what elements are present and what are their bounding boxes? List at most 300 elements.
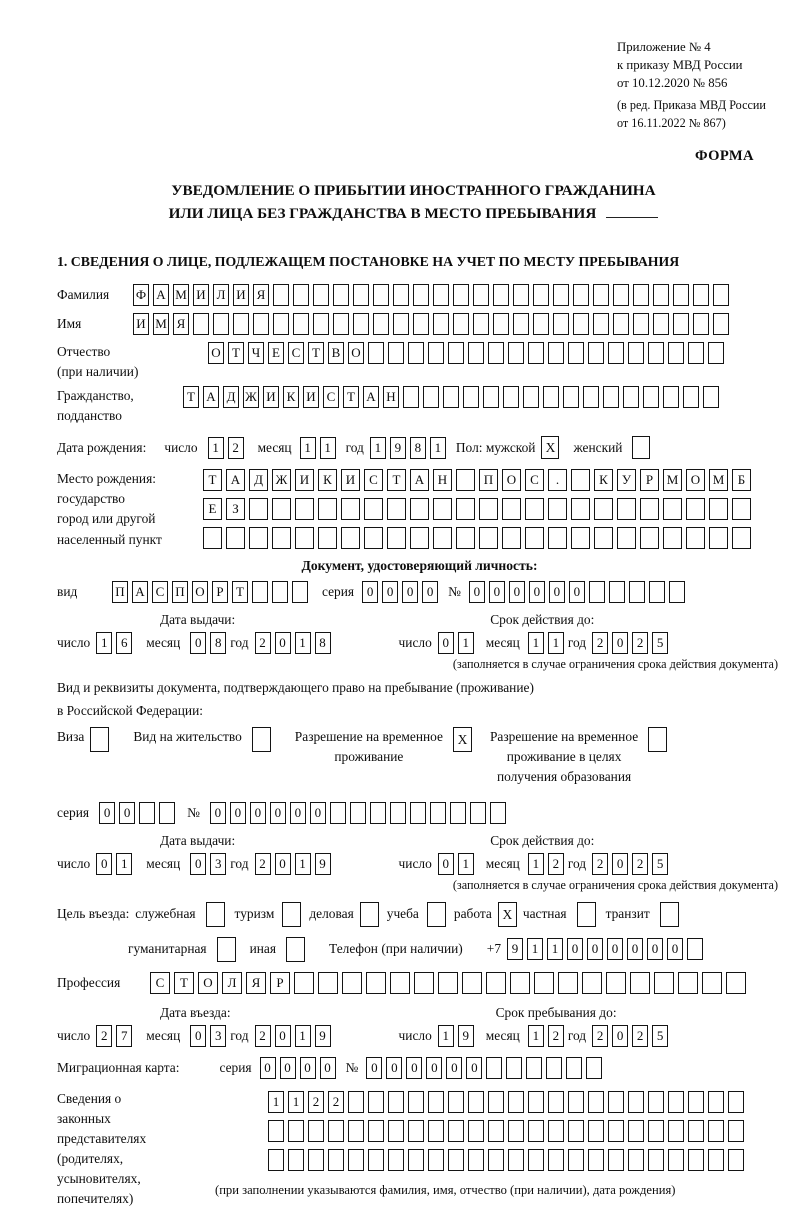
form-cell[interactable]: [588, 342, 604, 364]
form-cell[interactable]: [342, 972, 362, 994]
form-cell[interactable]: 2: [255, 853, 271, 875]
form-cell[interactable]: 1: [430, 437, 446, 459]
form-cell[interactable]: [653, 284, 669, 306]
form-cell[interactable]: К: [594, 469, 613, 491]
form-cell[interactable]: [708, 1149, 724, 1171]
form-cell[interactable]: 0: [290, 802, 306, 824]
form-cell[interactable]: [686, 498, 705, 520]
form-cell[interactable]: Л: [222, 972, 242, 994]
form-cell[interactable]: С: [364, 469, 383, 491]
form-cell[interactable]: [594, 527, 613, 549]
form-cell[interactable]: [388, 342, 404, 364]
form-cell[interactable]: [533, 284, 549, 306]
form-cell[interactable]: [668, 1091, 684, 1113]
purpose-work-checkbox[interactable]: X: [498, 902, 517, 927]
form-cell[interactable]: [294, 972, 314, 994]
form-cell[interactable]: [613, 284, 629, 306]
form-cell[interactable]: 0: [438, 853, 454, 875]
form-cell[interactable]: 8: [315, 632, 331, 654]
form-cell[interactable]: [473, 313, 489, 335]
form-cell[interactable]: Т: [203, 469, 222, 491]
form-cell[interactable]: [348, 1149, 364, 1171]
form-cell[interactable]: И: [295, 469, 314, 491]
form-cell[interactable]: 5: [652, 853, 668, 875]
form-cell[interactable]: [493, 313, 509, 335]
form-cell[interactable]: [368, 342, 384, 364]
form-cell[interactable]: [728, 1120, 744, 1142]
form-cell[interactable]: [341, 498, 360, 520]
form-cell[interactable]: [433, 313, 449, 335]
form-cell[interactable]: [293, 313, 309, 335]
form-cell[interactable]: [193, 313, 209, 335]
form-cell[interactable]: [308, 1149, 324, 1171]
form-cell[interactable]: 9: [315, 853, 331, 875]
form-cell[interactable]: Н: [383, 386, 399, 408]
form-cell[interactable]: 1: [458, 632, 474, 654]
form-cell[interactable]: [553, 313, 569, 335]
form-cell[interactable]: [633, 313, 649, 335]
form-cell[interactable]: [623, 386, 639, 408]
form-cell[interactable]: 0: [362, 581, 378, 603]
form-cell[interactable]: 0: [667, 938, 683, 960]
form-cell[interactable]: Ж: [243, 386, 259, 408]
form-cell[interactable]: 1: [528, 1025, 544, 1047]
form-cell[interactable]: [548, 1120, 564, 1142]
form-cell[interactable]: [272, 527, 291, 549]
form-cell[interactable]: [533, 313, 549, 335]
form-cell[interactable]: Л: [213, 284, 229, 306]
form-cell[interactable]: [483, 386, 499, 408]
form-cell[interactable]: [364, 498, 383, 520]
form-cell[interactable]: 0: [426, 1057, 442, 1079]
form-cell[interactable]: 0: [587, 938, 603, 960]
form-cell[interactable]: [608, 1091, 624, 1113]
form-cell[interactable]: О: [198, 972, 218, 994]
form-cell[interactable]: [513, 284, 529, 306]
form-cell[interactable]: 3: [210, 853, 226, 875]
form-cell[interactable]: [630, 972, 650, 994]
form-cell[interactable]: А: [153, 284, 169, 306]
form-cell[interactable]: [726, 972, 746, 994]
form-cell[interactable]: О: [686, 469, 705, 491]
form-cell[interactable]: [486, 1057, 502, 1079]
form-cell[interactable]: 1: [295, 853, 311, 875]
form-cell[interactable]: 0: [275, 1025, 291, 1047]
form-cell[interactable]: [388, 1149, 404, 1171]
form-cell[interactable]: [508, 1091, 524, 1113]
form-cell[interactable]: 0: [99, 802, 115, 824]
form-cell[interactable]: [366, 972, 386, 994]
form-cell[interactable]: [528, 1120, 544, 1142]
form-cell[interactable]: [648, 1091, 664, 1113]
form-cell[interactable]: Е: [203, 498, 222, 520]
form-cell[interactable]: [568, 342, 584, 364]
form-cell[interactable]: [654, 972, 674, 994]
form-cell[interactable]: [608, 1149, 624, 1171]
form-cell[interactable]: Ф: [133, 284, 149, 306]
form-cell[interactable]: П: [112, 581, 128, 603]
form-cell[interactable]: О: [208, 342, 224, 364]
form-cell[interactable]: [456, 527, 475, 549]
form-cell[interactable]: 0: [230, 802, 246, 824]
form-cell[interactable]: С: [323, 386, 339, 408]
form-cell[interactable]: [288, 1149, 304, 1171]
form-cell[interactable]: [348, 1120, 364, 1142]
form-cell[interactable]: 1: [268, 1091, 284, 1113]
form-cell[interactable]: Е: [268, 342, 284, 364]
form-cell[interactable]: 0: [250, 802, 266, 824]
form-cell[interactable]: 0: [612, 853, 628, 875]
form-cell[interactable]: 9: [507, 938, 523, 960]
form-cell[interactable]: 2: [308, 1091, 324, 1113]
form-cell[interactable]: [373, 284, 389, 306]
form-cell[interactable]: 1: [528, 853, 544, 875]
form-cell[interactable]: [448, 1149, 464, 1171]
form-cell[interactable]: [688, 1149, 704, 1171]
form-cell[interactable]: [543, 386, 559, 408]
form-cell[interactable]: [388, 1091, 404, 1113]
form-cell[interactable]: 0: [438, 632, 454, 654]
form-cell[interactable]: 0: [190, 853, 206, 875]
form-cell[interactable]: [348, 1091, 364, 1113]
form-cell[interactable]: Ж: [272, 469, 291, 491]
form-cell[interactable]: [159, 802, 175, 824]
form-cell[interactable]: 1: [548, 632, 564, 654]
form-cell[interactable]: Р: [270, 972, 290, 994]
form-cell[interactable]: 0: [210, 802, 226, 824]
form-cell[interactable]: 0: [529, 581, 545, 603]
form-cell[interactable]: 2: [96, 1025, 112, 1047]
form-cell[interactable]: [633, 284, 649, 306]
form-cell[interactable]: [732, 527, 751, 549]
form-cell[interactable]: 0: [466, 1057, 482, 1079]
form-cell[interactable]: [373, 313, 389, 335]
form-cell[interactable]: [503, 386, 519, 408]
form-cell[interactable]: [708, 342, 724, 364]
form-cell[interactable]: [663, 386, 679, 408]
form-cell[interactable]: [653, 313, 669, 335]
form-cell[interactable]: [308, 1120, 324, 1142]
form-cell[interactable]: 0: [612, 632, 628, 654]
form-cell[interactable]: [430, 802, 446, 824]
form-cell[interactable]: [468, 1091, 484, 1113]
form-cell[interactable]: [628, 342, 644, 364]
form-cell[interactable]: Д: [249, 469, 268, 491]
form-cell[interactable]: 2: [255, 1025, 271, 1047]
form-cell[interactable]: 6: [116, 632, 132, 654]
form-cell[interactable]: [589, 581, 605, 603]
form-cell[interactable]: [390, 802, 406, 824]
form-cell[interactable]: [648, 342, 664, 364]
form-cell[interactable]: В: [328, 342, 344, 364]
form-cell[interactable]: 9: [390, 437, 406, 459]
form-cell[interactable]: [548, 342, 564, 364]
form-cell[interactable]: [728, 1091, 744, 1113]
form-cell[interactable]: 2: [632, 1025, 648, 1047]
form-cell[interactable]: 2: [632, 853, 648, 875]
form-cell[interactable]: [443, 386, 459, 408]
form-cell[interactable]: [508, 342, 524, 364]
form-cell[interactable]: [456, 498, 475, 520]
form-cell[interactable]: 0: [402, 581, 418, 603]
form-cell[interactable]: [473, 284, 489, 306]
form-cell[interactable]: [678, 972, 698, 994]
form-cell[interactable]: 2: [592, 853, 608, 875]
form-cell[interactable]: [708, 1120, 724, 1142]
form-cell[interactable]: 0: [96, 853, 112, 875]
form-cell[interactable]: [713, 284, 729, 306]
sex-male-checkbox[interactable]: X: [541, 436, 559, 459]
form-cell[interactable]: [428, 1149, 444, 1171]
form-cell[interactable]: [668, 1120, 684, 1142]
form-cell[interactable]: [502, 527, 521, 549]
form-cell[interactable]: З: [226, 498, 245, 520]
form-cell[interactable]: Т: [232, 581, 248, 603]
form-cell[interactable]: [583, 386, 599, 408]
form-cell[interactable]: [353, 284, 369, 306]
form-cell[interactable]: Т: [343, 386, 359, 408]
form-cell[interactable]: [648, 1149, 664, 1171]
form-cell[interactable]: 2: [328, 1091, 344, 1113]
residence-permit-checkbox[interactable]: [252, 727, 271, 752]
form-cell[interactable]: [268, 1149, 284, 1171]
form-cell[interactable]: И: [263, 386, 279, 408]
form-cell[interactable]: Н: [433, 469, 452, 491]
form-cell[interactable]: [528, 342, 544, 364]
form-cell[interactable]: [318, 972, 338, 994]
form-cell[interactable]: С: [152, 581, 168, 603]
form-cell[interactable]: Т: [228, 342, 244, 364]
form-cell[interactable]: П: [172, 581, 188, 603]
form-cell[interactable]: Я: [246, 972, 266, 994]
form-cell[interactable]: 0: [275, 853, 291, 875]
form-cell[interactable]: [448, 1120, 464, 1142]
form-cell[interactable]: [510, 972, 530, 994]
form-cell[interactable]: А: [203, 386, 219, 408]
form-cell[interactable]: [453, 284, 469, 306]
form-cell[interactable]: [508, 1149, 524, 1171]
form-cell[interactable]: 5: [652, 632, 668, 654]
form-cell[interactable]: [413, 313, 429, 335]
form-cell[interactable]: [608, 1120, 624, 1142]
form-cell[interactable]: 0: [119, 802, 135, 824]
form-cell[interactable]: [408, 1149, 424, 1171]
form-cell[interactable]: А: [132, 581, 148, 603]
form-cell[interactable]: [703, 386, 719, 408]
form-cell[interactable]: [687, 938, 703, 960]
form-cell[interactable]: [640, 498, 659, 520]
purpose-study-checkbox[interactable]: [427, 902, 446, 927]
form-cell[interactable]: С: [150, 972, 170, 994]
form-cell[interactable]: [273, 284, 289, 306]
form-cell[interactable]: [273, 313, 289, 335]
form-cell[interactable]: [330, 802, 346, 824]
form-cell[interactable]: А: [226, 469, 245, 491]
form-cell[interactable]: [490, 802, 506, 824]
form-cell[interactable]: 1: [458, 853, 474, 875]
form-cell[interactable]: [558, 972, 578, 994]
form-cell[interactable]: [593, 313, 609, 335]
form-cell[interactable]: [468, 1149, 484, 1171]
form-cell[interactable]: [488, 1091, 504, 1113]
form-cell[interactable]: [628, 1149, 644, 1171]
form-cell[interactable]: [423, 386, 439, 408]
form-cell[interactable]: 2: [592, 1025, 608, 1047]
form-cell[interactable]: [663, 498, 682, 520]
form-cell[interactable]: [313, 313, 329, 335]
form-cell[interactable]: 0: [569, 581, 585, 603]
form-cell[interactable]: [709, 527, 728, 549]
form-cell[interactable]: [493, 284, 509, 306]
form-cell[interactable]: [709, 498, 728, 520]
form-cell[interactable]: [249, 498, 268, 520]
form-cell[interactable]: [428, 342, 444, 364]
form-cell[interactable]: 0: [627, 938, 643, 960]
form-cell[interactable]: [272, 498, 291, 520]
form-cell[interactable]: [693, 284, 709, 306]
form-cell[interactable]: [268, 1120, 284, 1142]
form-cell[interactable]: И: [193, 284, 209, 306]
form-cell[interactable]: [582, 972, 602, 994]
form-cell[interactable]: [328, 1120, 344, 1142]
form-cell[interactable]: [528, 1149, 544, 1171]
form-cell[interactable]: 1: [295, 1025, 311, 1047]
form-cell[interactable]: [249, 527, 268, 549]
form-cell[interactable]: 0: [446, 1057, 462, 1079]
purpose-transit-checkbox[interactable]: [660, 902, 679, 927]
form-cell[interactable]: Я: [253, 284, 269, 306]
form-cell[interactable]: 0: [607, 938, 623, 960]
form-cell[interactable]: 2: [228, 437, 244, 459]
form-cell[interactable]: [433, 527, 452, 549]
form-cell[interactable]: [568, 1149, 584, 1171]
purpose-other-checkbox[interactable]: [286, 937, 305, 962]
form-cell[interactable]: И: [233, 284, 249, 306]
form-cell[interactable]: [292, 581, 308, 603]
visa-checkbox[interactable]: [90, 727, 109, 752]
form-cell[interactable]: [525, 498, 544, 520]
form-cell[interactable]: [313, 284, 329, 306]
form-cell[interactable]: [368, 1091, 384, 1113]
form-cell[interactable]: [693, 313, 709, 335]
form-cell[interactable]: У: [617, 469, 636, 491]
form-cell[interactable]: [453, 313, 469, 335]
form-cell[interactable]: 0: [386, 1057, 402, 1079]
form-cell[interactable]: 7: [116, 1025, 132, 1047]
form-cell[interactable]: [573, 284, 589, 306]
form-cell[interactable]: [341, 527, 360, 549]
form-cell[interactable]: [673, 313, 689, 335]
form-cell[interactable]: [450, 802, 466, 824]
form-cell[interactable]: [368, 1120, 384, 1142]
form-cell[interactable]: [428, 1120, 444, 1142]
form-cell[interactable]: [609, 581, 625, 603]
form-cell[interactable]: [408, 1120, 424, 1142]
form-cell[interactable]: [688, 1091, 704, 1113]
form-cell[interactable]: 2: [548, 853, 564, 875]
form-cell[interactable]: [640, 527, 659, 549]
form-cell[interactable]: [588, 1091, 604, 1113]
form-cell[interactable]: [688, 1120, 704, 1142]
form-cell[interactable]: П: [479, 469, 498, 491]
purpose-business-checkbox[interactable]: [206, 902, 225, 927]
form-cell[interactable]: [573, 313, 589, 335]
form-cell[interactable]: [629, 581, 645, 603]
form-cell[interactable]: 0: [275, 632, 291, 654]
form-cell[interactable]: [410, 498, 429, 520]
form-cell[interactable]: [528, 1091, 544, 1113]
form-cell[interactable]: [408, 1091, 424, 1113]
form-cell[interactable]: К: [283, 386, 299, 408]
form-cell[interactable]: [370, 802, 386, 824]
form-cell[interactable]: О: [348, 342, 364, 364]
form-cell[interactable]: [433, 284, 449, 306]
purpose-humanitarian-checkbox[interactable]: [217, 937, 236, 962]
form-cell[interactable]: [508, 1120, 524, 1142]
form-cell[interactable]: [433, 498, 452, 520]
form-cell[interactable]: [628, 1120, 644, 1142]
form-cell[interactable]: 1: [116, 853, 132, 875]
form-cell[interactable]: [203, 527, 222, 549]
form-cell[interactable]: .: [548, 469, 567, 491]
form-cell[interactable]: Т: [183, 386, 199, 408]
form-cell[interactable]: 8: [210, 632, 226, 654]
form-cell[interactable]: 0: [280, 1057, 296, 1079]
form-cell[interactable]: Ч: [248, 342, 264, 364]
form-cell[interactable]: [413, 284, 429, 306]
form-cell[interactable]: М: [173, 284, 189, 306]
form-cell[interactable]: Р: [640, 469, 659, 491]
form-cell[interactable]: 3: [210, 1025, 226, 1047]
form-cell[interactable]: [328, 1149, 344, 1171]
form-cell[interactable]: [252, 581, 268, 603]
form-cell[interactable]: [702, 972, 722, 994]
form-cell[interactable]: [553, 284, 569, 306]
form-cell[interactable]: [606, 972, 626, 994]
form-cell[interactable]: 0: [190, 1025, 206, 1047]
form-cell[interactable]: [272, 581, 288, 603]
form-cell[interactable]: 1: [528, 632, 544, 654]
form-cell[interactable]: 0: [320, 1057, 336, 1079]
form-cell[interactable]: [468, 1120, 484, 1142]
form-cell[interactable]: И: [303, 386, 319, 408]
form-cell[interactable]: А: [410, 469, 429, 491]
form-cell[interactable]: 1: [320, 437, 336, 459]
form-cell[interactable]: [408, 342, 424, 364]
form-cell[interactable]: [548, 1091, 564, 1113]
form-cell[interactable]: [669, 581, 685, 603]
form-cell[interactable]: 0: [310, 802, 326, 824]
form-cell[interactable]: 1: [547, 938, 563, 960]
form-cell[interactable]: [410, 802, 426, 824]
form-cell[interactable]: [732, 498, 751, 520]
form-cell[interactable]: 1: [527, 938, 543, 960]
form-cell[interactable]: [350, 802, 366, 824]
form-cell[interactable]: С: [288, 342, 304, 364]
form-cell[interactable]: [563, 386, 579, 408]
form-cell[interactable]: Т: [308, 342, 324, 364]
form-cell[interactable]: О: [192, 581, 208, 603]
edu-permit-checkbox[interactable]: [648, 727, 667, 752]
form-cell[interactable]: [506, 1057, 522, 1079]
form-cell[interactable]: 0: [647, 938, 663, 960]
form-cell[interactable]: [668, 342, 684, 364]
form-cell[interactable]: С: [525, 469, 544, 491]
form-cell[interactable]: [523, 386, 539, 408]
form-cell[interactable]: [364, 527, 383, 549]
form-cell[interactable]: 1: [438, 1025, 454, 1047]
form-cell[interactable]: 8: [410, 437, 426, 459]
